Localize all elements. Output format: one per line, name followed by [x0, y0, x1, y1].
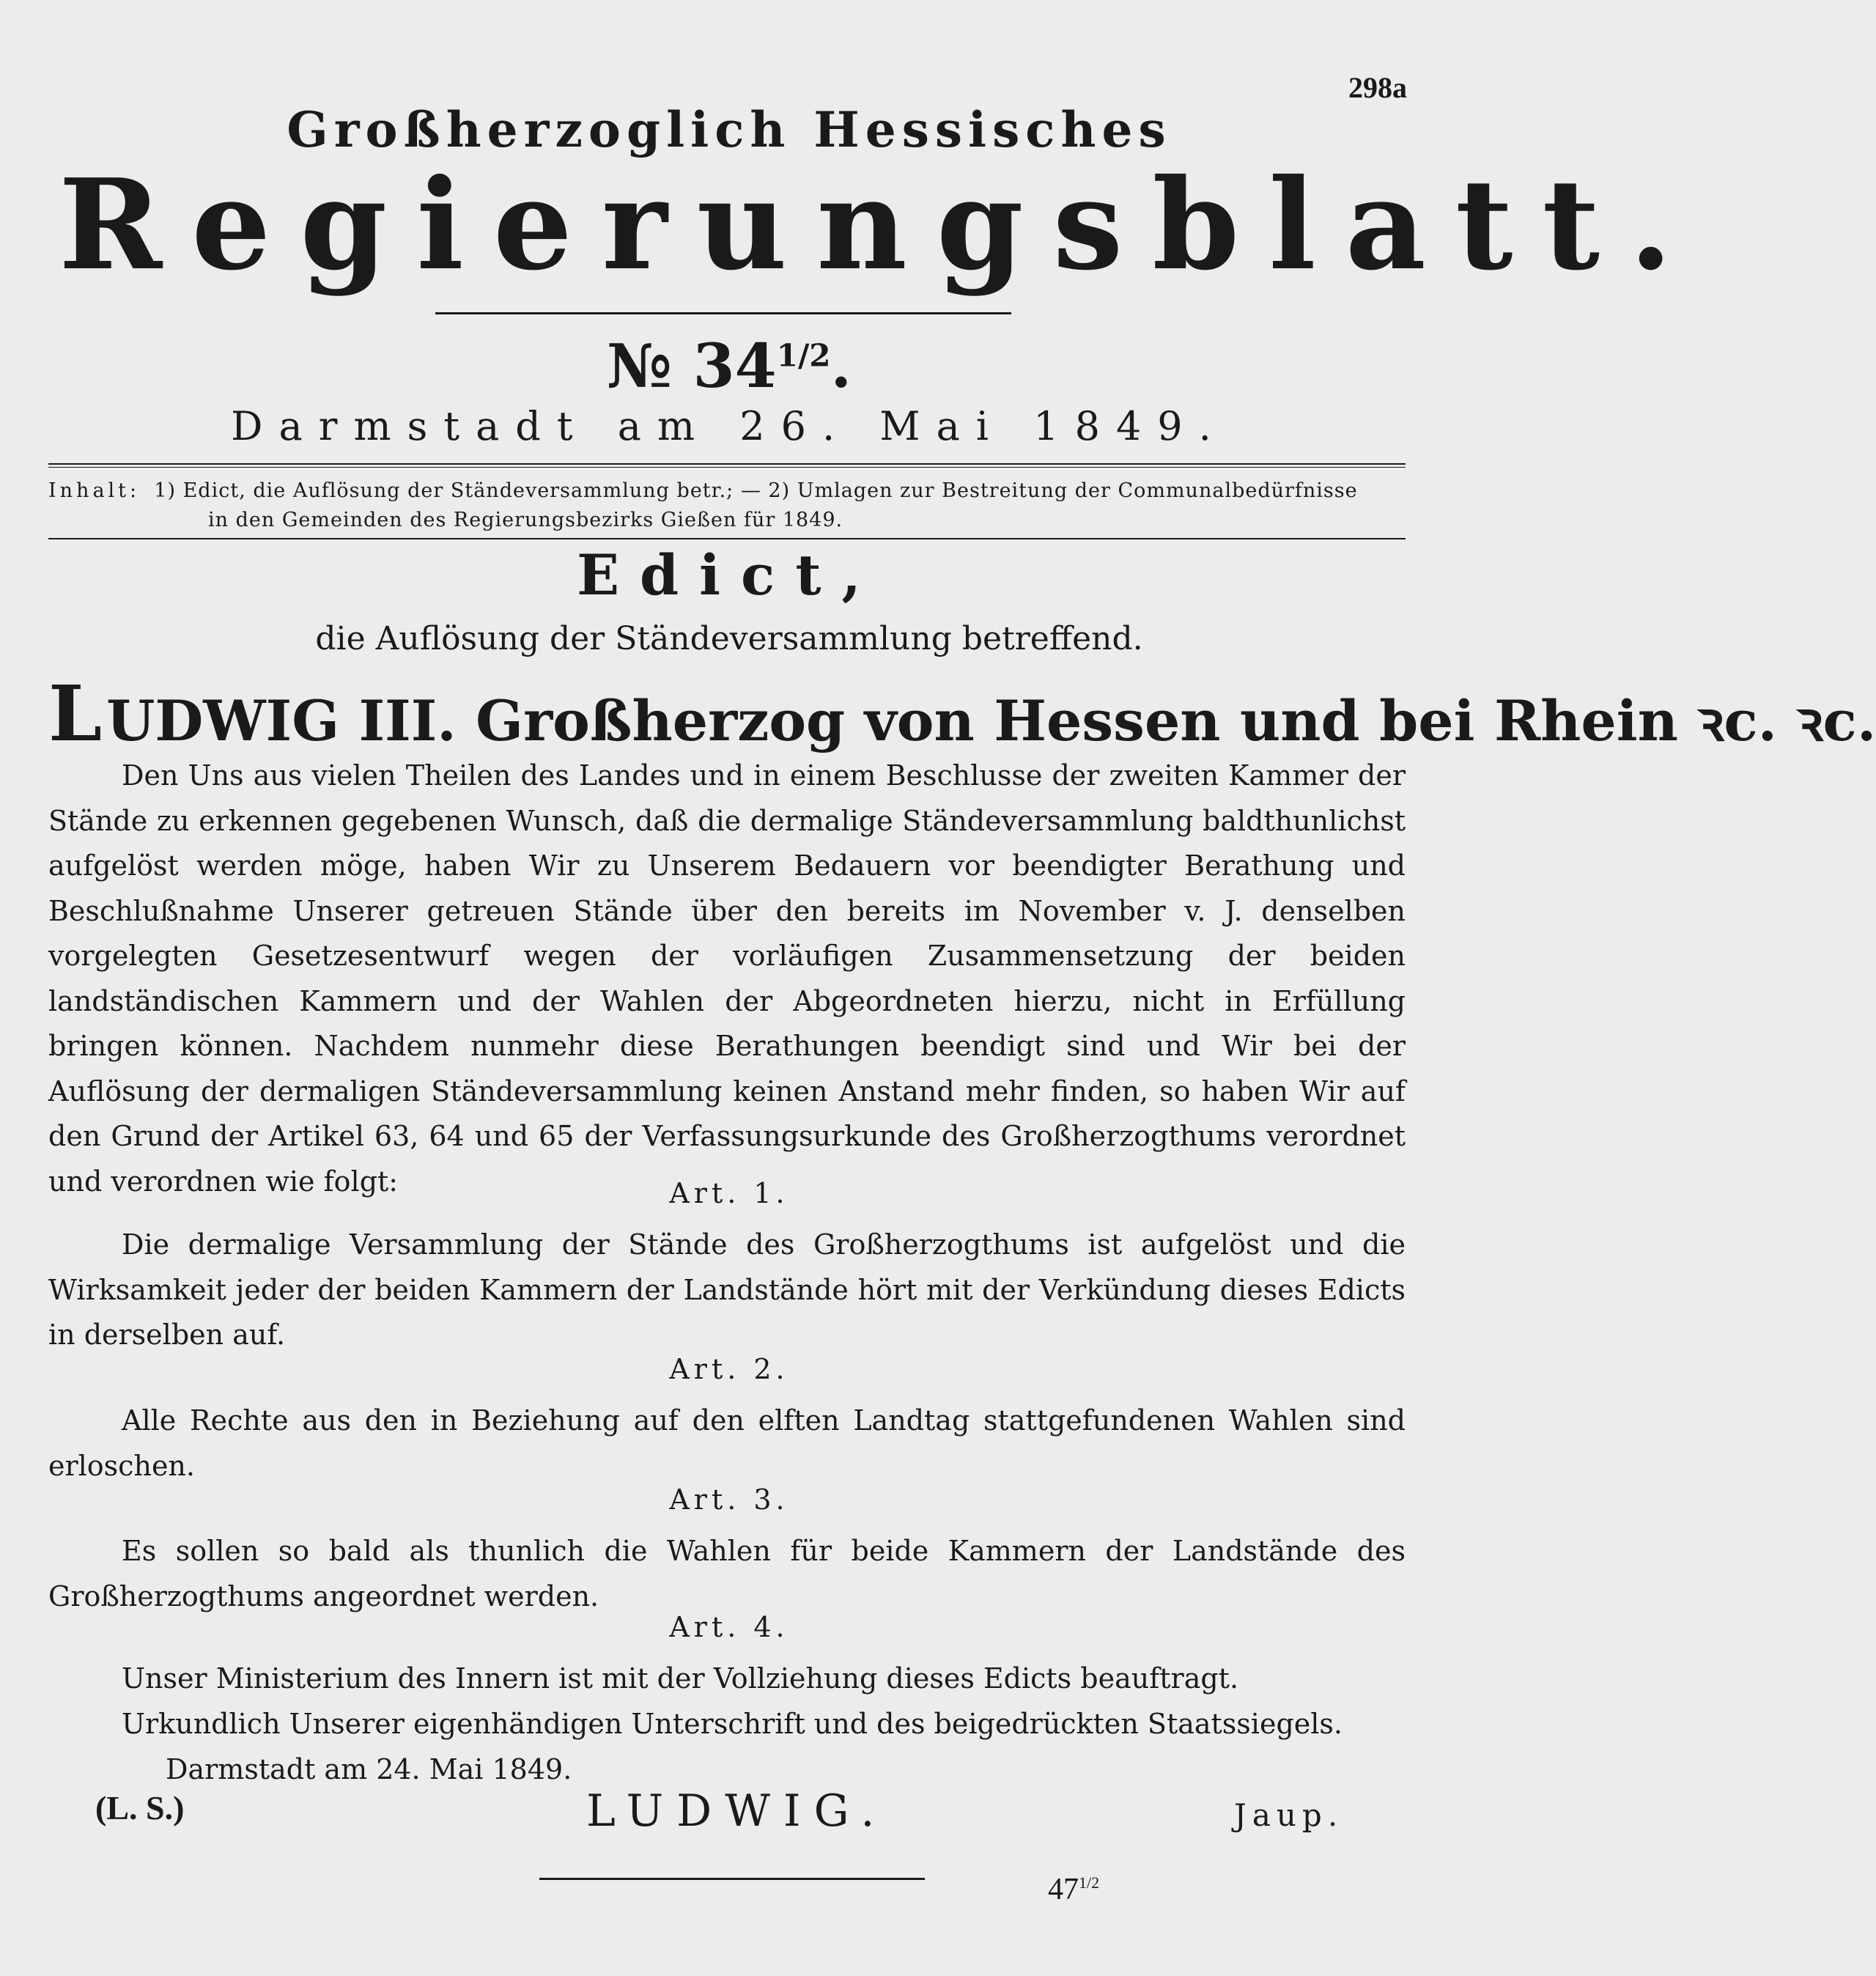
- seal-mark: (L. S.): [95, 1789, 185, 1826]
- ruler-line: [48, 668, 1876, 759]
- contents-top-rule-2: [48, 467, 1406, 468]
- article-3-text: Es sollen so bald als thunlich die Wahlen für beide Kammern der Landstände des Großherzogthums angeordnet werden.: [48, 1535, 1406, 1612]
- masthead-rule: [435, 312, 1011, 314]
- edict-subtitle: die Auflösung der Ständeversammlung betreffend.: [315, 620, 1143, 657]
- contents-entry-1: 1) Edict, die Auflösung der Ständeversammlung betr.; — 2) Umlagen zur Bestreitung der Communalbedürfnisse: [154, 479, 1358, 502]
- masthead-title: Regierungsblatt.: [59, 152, 1702, 298]
- issue-number: № $34^{1/2}$.: [606, 331, 852, 402]
- footer-rule: [539, 1878, 925, 1880]
- ruler-initial: L: [48, 668, 107, 759]
- table-of-contents: [48, 476, 1404, 535]
- contents-line-1: [48, 476, 1404, 506]
- preamble: Den Uns aus vielen Theilen des Landes und in einem Beschlusse der zweiten Kammer der Stände zu erkennen gegebenen Wunsch, daß die dermalige Ständeversammlung baldthunlichst aufgelöst werden möge, haben Wir zu Unserem Bedauern vor beendigter Berathung und Beschlußnahme Unserer getreuen Stände über den bereits im November v. J. denselben vorgelegten Gesetzesentwurf wegen der vorläufigen Zusammensetzung der beiden landständischen Kammern und der Wahlen der Abgeordneten hierzu, nicht in Erfüllung bringen können. Nachdem nunmehr diese Berathungen beendigt sind und Wir bei der Auflösung der dermaligen Ständeversammlung keinen Anstand mehr finden, so haben Wir auf den Grund der Artikel 63, 64 und 65 der Verfassungsurkunde des Großherzogthums verordnet und verordnen wie folgt:: [48, 759, 1406, 1198]
- article-2-text: Alle Rechte aus den in Beziehung auf den elften Landtag stattgefundenen Wahlen sind erloschen.: [48, 1404, 1406, 1482]
- sheet-fraction: 1/2: [1079, 1873, 1100, 1892]
- sheet-mark: [1048, 1872, 1099, 1907]
- countersignature: Jaup.: [1234, 1797, 1344, 1833]
- issue-number-value: № 34: [606, 331, 777, 402]
- issue-number-fraction: 1/2: [776, 337, 831, 374]
- article-4-heading: Art. 4.: [669, 1611, 789, 1643]
- ruler-signature: LUDWIG.: [586, 1785, 888, 1837]
- attestation: Urkundlich Unserer eigenhändigen Unterschrift und des beigedrückten Staatssiegels.: [122, 1708, 1343, 1740]
- article-2-heading: Art. 2.: [669, 1353, 789, 1385]
- article-3-heading: Art. 3.: [669, 1483, 789, 1516]
- contents-top-rule: [48, 463, 1406, 465]
- contents-bottom-rule: [48, 538, 1406, 539]
- page-number: 298a: [1348, 71, 1407, 104]
- contents-label: Inhalt:: [48, 479, 141, 502]
- article-4-text: Unser Ministerium des Innern ist mit der Vollziehung dieses Edicts beauftragt.: [122, 1662, 1239, 1695]
- article-1-heading: Art. 1.: [669, 1177, 789, 1209]
- masthead-line1: Großherzoglich Hessisches: [287, 101, 1172, 158]
- issue-dateline: Darmstadt am 26. Mai 1849.: [231, 403, 1227, 449]
- edict-title: Edict,: [577, 542, 882, 608]
- article-1-text: Die dermalige Versammlung der Stände des Großherzogthums ist aufgelöst und die Wirksamkeit jeder der beiden Kammern der Landstände hört mit der Verkündung dieses Edicts in derselben auf.: [48, 1228, 1406, 1351]
- ruler-title: III. Großherzog von Hessen und bei Rhein ꝛc. ꝛc.: [358, 688, 1876, 753]
- place-date: Darmstadt am 24. Mai 1849.: [166, 1753, 572, 1785]
- contents-entry-2: in den Gemeinden des Regierungsbezirks Gießen für 1849.: [208, 509, 843, 531]
- ruler-name: UDWIG: [106, 688, 340, 753]
- sheet-number: 47: [1048, 1873, 1079, 1906]
